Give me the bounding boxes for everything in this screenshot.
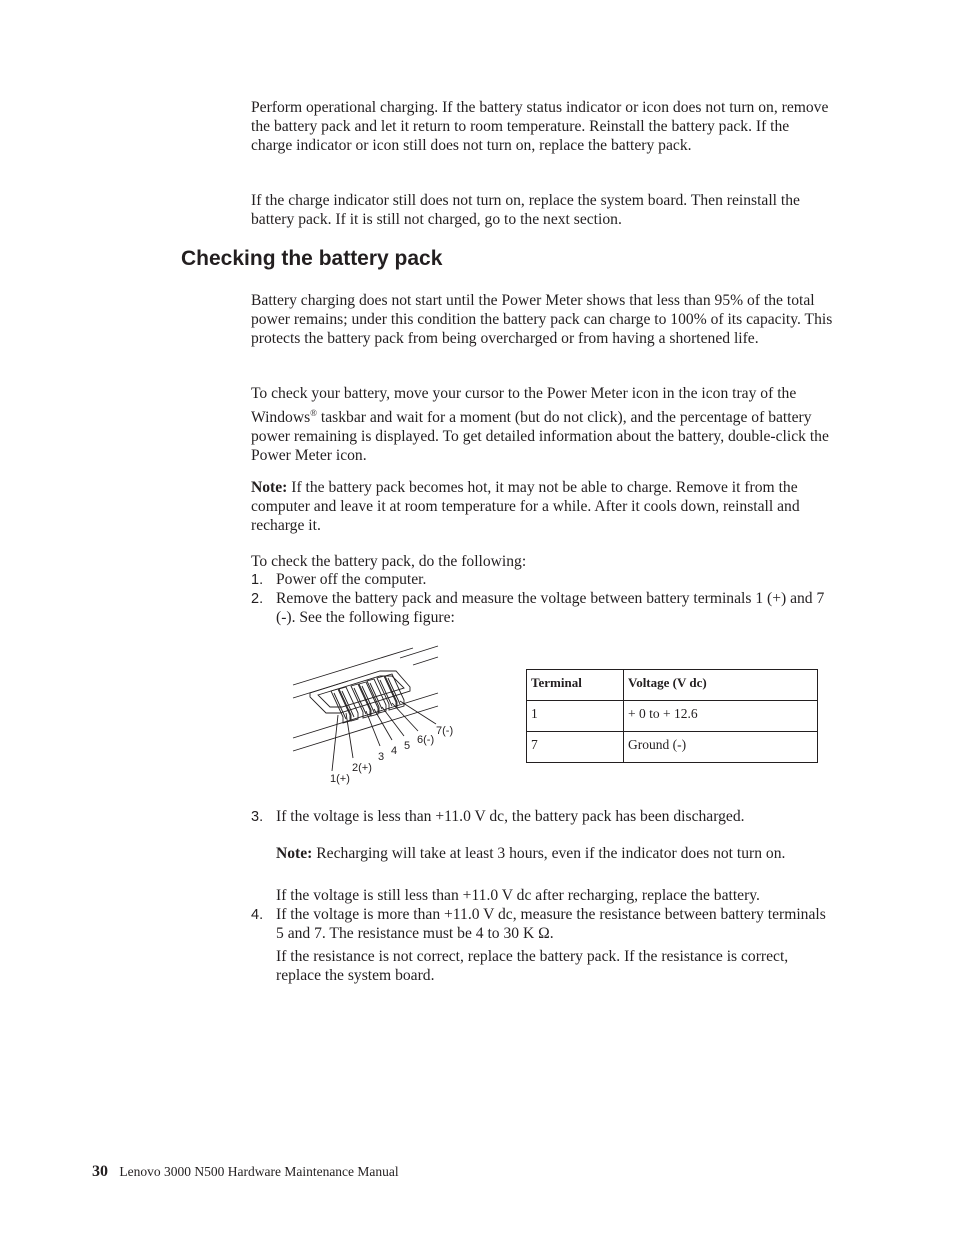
step-number: 1. bbox=[251, 572, 264, 588]
step-1 bbox=[251, 571, 833, 590]
paragraph-charging-threshold: Battery charging does not start until the Power Meter shows that less than 95% of the total power remains; under this condition the battery pack can charge to 100% of its capacity. This protects the battery pack from being overcharged or from having a shortened life. bbox=[251, 292, 833, 347]
step-4 bbox=[251, 906, 833, 944]
registered-mark: ® bbox=[310, 407, 317, 418]
step-3-note bbox=[276, 845, 834, 864]
text-before-trademark: To check your battery, move your cursor to the Power Meter icon in the icon tray of the Windows bbox=[251, 385, 797, 426]
step-3-extra: If the voltage is still less than +11.0 V dc after recharging, replace the battery. bbox=[276, 887, 760, 904]
voltage-table bbox=[526, 669, 818, 763]
header-voltage: Voltage (V dc) bbox=[624, 670, 818, 701]
table-row bbox=[527, 701, 818, 732]
battery-terminal-figure bbox=[288, 643, 478, 798]
step-number: 3. bbox=[251, 809, 264, 825]
step-text: Power off the computer. bbox=[276, 571, 427, 588]
step-4-extra: If the resistance is not correct, replace the battery pack. If the resistance is correct, replace the system board. bbox=[276, 948, 789, 984]
cell-terminal: 1 bbox=[527, 701, 624, 732]
step-text: Remove the battery pack and measure the voltage between battery terminals 1 (+) and 7 (-). See the following figure: bbox=[276, 590, 825, 626]
page-footer bbox=[92, 1163, 399, 1181]
step-text: If the voltage is more than +11.0 V dc, measure the resistance between battery terminals 5 and 7. The resistance must be 4 to 30 K Ω. bbox=[276, 906, 826, 942]
step-text: If the voltage is less than +11.0 V dc, the battery pack has been discharged. bbox=[276, 808, 745, 825]
terminal-label-4: 4 bbox=[391, 745, 398, 757]
note-label: Note: bbox=[251, 479, 288, 496]
step-number: 4. bbox=[251, 907, 264, 923]
terminal-label-1: 1(+) bbox=[330, 773, 350, 785]
terminal-label-7: 7(-) bbox=[436, 725, 454, 737]
note-label: Note: bbox=[276, 845, 313, 862]
terminal-label-2: 2(+) bbox=[352, 762, 372, 774]
section-heading: Checking the battery pack bbox=[181, 247, 443, 270]
step-3 bbox=[251, 808, 833, 827]
terminal-label-6: 6(-) bbox=[417, 734, 435, 746]
paragraph-replace-system-board: If the charge indicator still does not turn on, replace the system board. Then reinstall the battery pack. If it is still not charged, go to the next section. bbox=[251, 192, 800, 228]
table-row bbox=[527, 732, 818, 763]
terminal-label-3: 3 bbox=[378, 751, 385, 763]
paragraph-check-battery bbox=[251, 385, 833, 465]
table-header-row bbox=[527, 670, 818, 701]
cell-voltage: + 0 to + 12.6 bbox=[624, 701, 818, 732]
battery-connector-drawing bbox=[288, 643, 478, 793]
page-number: 30 bbox=[92, 1163, 108, 1180]
manual-title: Lenovo 3000 N500 Hardware Maintenance Manual bbox=[119, 1164, 399, 1179]
note-text: Recharging will take at least 3 hours, even if the indicator does not turn on. bbox=[312, 845, 786, 862]
procedure-intro: To check the battery pack, do the following: bbox=[251, 553, 527, 570]
terminal-label-5: 5 bbox=[404, 740, 411, 752]
step-2 bbox=[251, 590, 833, 628]
paragraph-operational-charging: Perform operational charging. If the battery status indicator or icon does not turn on, remove the battery pack and let it return to room temperature. Reinstall the battery pack. If the charge indicator or icon still does not turn on, replace the battery pack. bbox=[251, 99, 829, 154]
note-battery-hot bbox=[251, 479, 833, 535]
note-text: If the battery pack becomes hot, it may not be able to charge. Remove it from the computer and leave it at room temperature for a while. After it cools down, reinstall and recharge it. bbox=[251, 479, 800, 534]
cell-terminal: 7 bbox=[527, 732, 624, 763]
header-terminal: Terminal bbox=[527, 670, 624, 701]
cell-voltage: Ground (-) bbox=[624, 732, 818, 763]
text-after-trademark: taskbar and wait for a moment (but do not click), and the percentage of battery power remaining is displayed. To get detailed information about the battery, double-click the Power Meter icon. bbox=[251, 408, 829, 464]
step-number: 2. bbox=[251, 591, 264, 607]
